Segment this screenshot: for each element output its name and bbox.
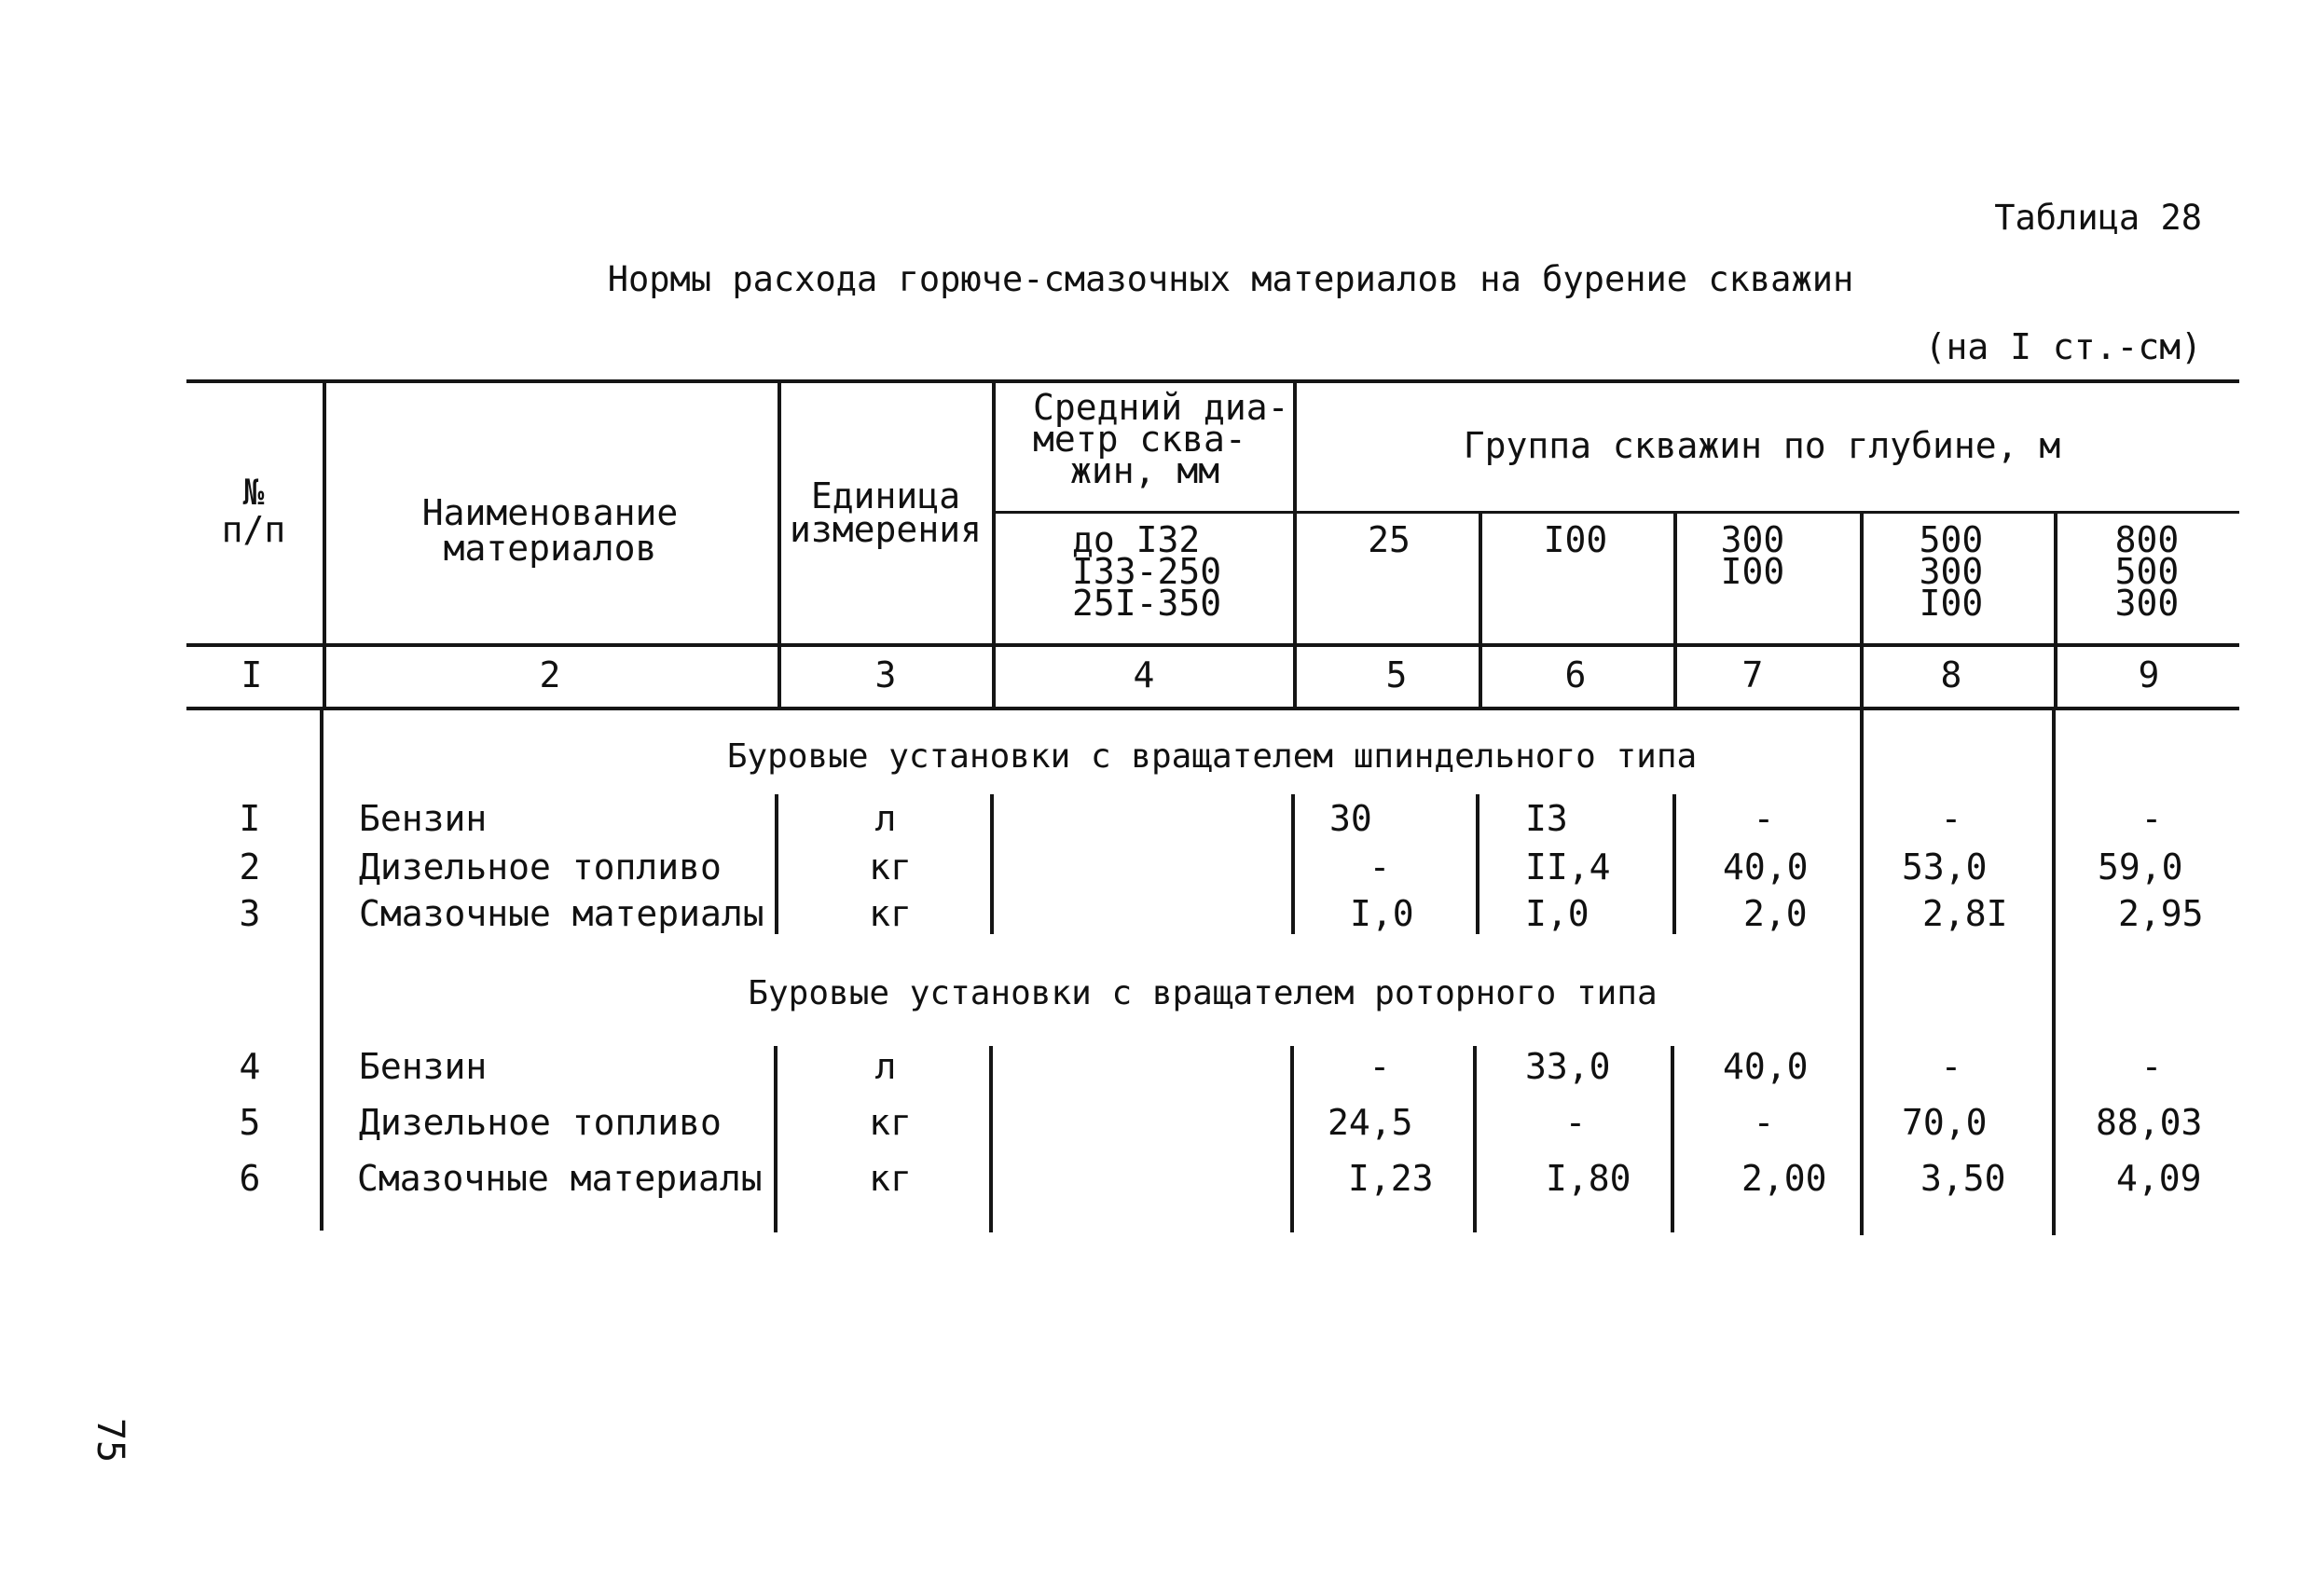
row-value-col6: II,4 — [1525, 846, 1611, 887]
row-value-col6: - — [1564, 1102, 1587, 1143]
header-num-label: п/п — [221, 509, 286, 550]
row-value-col8: - — [1940, 1046, 1962, 1087]
row-value-col5: I,0 — [1350, 893, 1414, 934]
row-value-col8: 2,8I — [1922, 893, 2008, 934]
vline-header-8 — [2054, 511, 2057, 709]
header-depth-group: Группа скважин по глубине, м — [1463, 425, 2061, 466]
vline-header-4 — [1293, 379, 1297, 709]
row-unit: кг — [869, 893, 912, 934]
vline-s2-d — [1473, 1046, 1477, 1232]
header-bottom-rule — [186, 643, 2239, 647]
vline-header-5 — [1479, 511, 1482, 709]
row-material-name: Дизельное топливо — [359, 846, 722, 887]
vline-s2-c — [1290, 1046, 1294, 1232]
vline-header-2 — [778, 379, 781, 709]
column-number: 2 — [539, 654, 561, 695]
row-value-col8: - — [1940, 798, 1962, 839]
row-material-name: Смазочные материалы — [359, 893, 764, 934]
row-number: 2 — [239, 846, 261, 887]
unit-note: (на I ст.-см) — [1924, 326, 2202, 367]
header-depth-col9-a: 800 — [2114, 519, 2180, 560]
vline-body-col9 — [2052, 709, 2056, 1235]
row-value-col9: 2,95 — [2118, 893, 2204, 934]
row-unit: л — [874, 1046, 897, 1087]
row-value-col5: - — [1369, 846, 1391, 887]
header-depth-col8-b: 300 — [1919, 551, 1984, 592]
header-depth-col8-c: I00 — [1919, 583, 1984, 624]
row-value-col7: 40,0 — [1723, 846, 1809, 887]
header-diam-value-1: до I32 — [1072, 519, 1201, 560]
header-unit-line1: Единица — [810, 475, 961, 516]
row-value-col7: - — [1753, 798, 1775, 839]
header-unit-line2: измерения — [790, 509, 982, 550]
row-unit: кг — [869, 1102, 912, 1143]
row-value-col9: 88,03 — [2096, 1102, 2203, 1143]
column-number: 6 — [1564, 654, 1587, 695]
row-value-col9: - — [2140, 798, 2163, 839]
table-number: Таблица 28 — [1994, 198, 2202, 238]
row-value-col5: 30 — [1329, 798, 1372, 839]
column-number: 9 — [2138, 654, 2160, 695]
row-value-col5: - — [1369, 1046, 1391, 1087]
column-number: 4 — [1133, 654, 1155, 695]
column-number: 8 — [1940, 654, 1962, 695]
row-number: 4 — [239, 1046, 261, 1087]
vline-body-left — [320, 709, 323, 1231]
vline-s2-a — [774, 1046, 778, 1232]
row-value-col6: I,80 — [1546, 1158, 1631, 1199]
vline-s2-b — [989, 1046, 993, 1232]
row-value-col6: I,0 — [1525, 893, 1590, 934]
header-depth-col5: 25 — [1368, 519, 1411, 560]
column-number-rule — [186, 707, 2239, 710]
column-number: 3 — [874, 654, 897, 695]
header-diam-value-2: I33-250 — [1072, 551, 1222, 592]
row-unit: кг — [869, 1158, 912, 1199]
table-top-rule — [186, 379, 2239, 383]
row-material-name: Дизельное топливо — [359, 1102, 722, 1143]
row-value-col6: 33,0 — [1525, 1046, 1611, 1087]
section-title: Буровые установки с вращателем роторного типа — [748, 974, 1658, 1012]
row-number: 6 — [239, 1158, 261, 1199]
vline-s1-c — [1291, 794, 1295, 934]
header-num-symbol: № — [242, 472, 265, 513]
row-unit: кг — [869, 846, 912, 887]
row-material-name: Бензин — [359, 798, 488, 839]
row-value-col7: 2,0 — [1743, 893, 1808, 934]
vline-s1-d — [1476, 794, 1479, 934]
vline-s1-e — [1672, 794, 1676, 934]
header-depth-col8-a: 500 — [1919, 519, 1984, 560]
row-value-col5: I,23 — [1348, 1158, 1434, 1199]
header-name-line2: материалов — [443, 528, 657, 569]
row-number: 3 — [239, 893, 261, 934]
row-number: I — [239, 798, 261, 839]
row-material-name: Бензин — [359, 1046, 488, 1087]
header-depth-col9-c: 300 — [2114, 583, 2180, 624]
vline-header-3 — [992, 379, 996, 709]
vline-body-col8 — [1860, 709, 1864, 1235]
row-value-col7: - — [1753, 1102, 1775, 1143]
row-value-col7: 40,0 — [1723, 1046, 1809, 1087]
column-number: 5 — [1385, 654, 1408, 695]
row-material-name: Смазочные материалы — [357, 1158, 763, 1199]
row-value-col8: 3,50 — [1920, 1158, 2006, 1199]
row-value-col9: 4,09 — [2116, 1158, 2202, 1199]
page-number: 75 — [89, 1417, 131, 1464]
vline-header-7 — [1860, 511, 1864, 709]
row-value-col5: 24,5 — [1328, 1102, 1413, 1143]
header-depth-col7-b: I00 — [1720, 551, 1785, 592]
header-diam-line1: Средний диа- — [1033, 387, 1289, 428]
header-depth-col7-a: 300 — [1720, 519, 1785, 560]
header-depth-col6: I00 — [1543, 519, 1608, 560]
row-value-col9: - — [2140, 1046, 2163, 1087]
row-number: 5 — [239, 1102, 261, 1143]
header-depth-col9-b: 500 — [2114, 551, 2180, 592]
vline-s2-e — [1671, 1046, 1674, 1232]
vline-s1-a — [775, 794, 778, 934]
diam-depth-subheader-rule — [992, 511, 2239, 514]
row-value-col9: 59,0 — [2098, 846, 2183, 887]
column-number: I — [241, 654, 263, 695]
vline-header-6 — [1673, 511, 1677, 709]
section-title: Буровые установки с вращателем шпиндельного типа — [726, 737, 1698, 776]
row-value-col8: 70,0 — [1902, 1102, 1988, 1143]
row-value-col6: I3 — [1525, 798, 1568, 839]
column-number: 7 — [1741, 654, 1764, 695]
vline-s1-b — [990, 794, 994, 934]
header-diam-line2: метр сква- — [1033, 419, 1246, 460]
row-value-col8: 53,0 — [1902, 846, 1988, 887]
row-unit: л — [874, 798, 897, 839]
table-title: Нормы расхода горюче-смазочных материалов на бурение скважин — [607, 259, 1854, 299]
header-diam-value-3: 25I-350 — [1072, 583, 1222, 624]
vline-header-1 — [323, 379, 326, 709]
row-value-col7: 2,00 — [1741, 1158, 1827, 1199]
header-diam-line3: жин, мм — [1070, 450, 1220, 491]
header-name-line1: Наименование — [421, 492, 679, 533]
